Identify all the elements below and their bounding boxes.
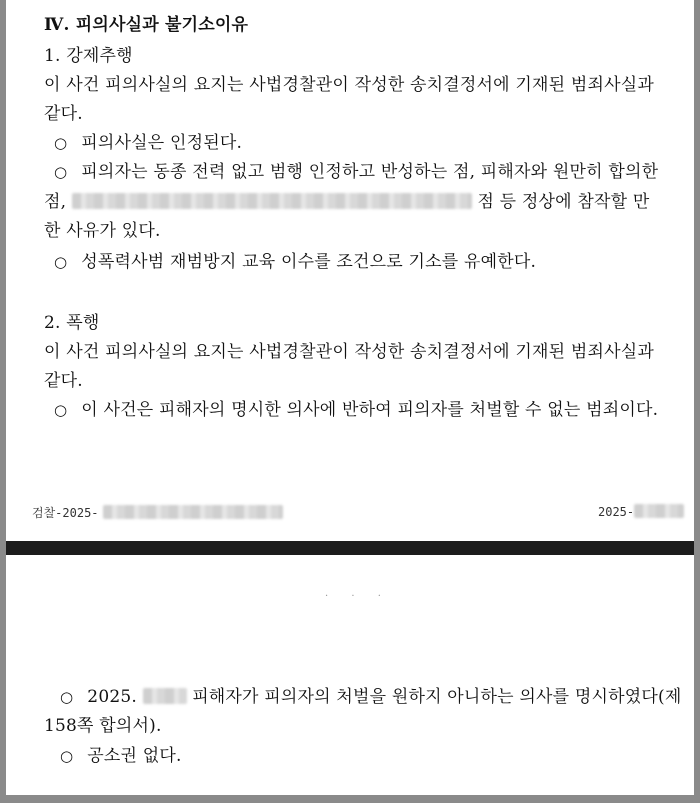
date-label: 2025- xyxy=(598,505,635,519)
bullet-circle-icon: ○ xyxy=(60,688,74,706)
item2-heading: 2. 폭행 xyxy=(44,313,100,333)
page2-bullet-1-line2: 158쪽 합의서). xyxy=(44,716,162,736)
bullet-text: 피의자는 동종 전력 없고 범행 인정하고 반성하는 점, 피해자와 원만히 합의한 xyxy=(81,162,659,182)
item1-bullet-1 xyxy=(54,132,242,154)
redacted-text xyxy=(72,193,472,209)
bullet-text: 이 사건은 피해자의 명시한 의사에 반하여 피의자를 처벌할 수 없는 범죄이다. xyxy=(81,400,659,420)
item2-summary-line1: 이 사건 피의사실의 요지는 사법경찰관이 작성한 송치결정서에 기재된 범죄사실과 xyxy=(44,342,654,362)
item1-bullet-2-line2 xyxy=(44,191,649,213)
bullet-circle-icon: ○ xyxy=(54,163,68,181)
item1-bullet-2 xyxy=(54,161,658,183)
bullet-circle-icon: ○ xyxy=(54,253,68,271)
case-number-label: 검찰-2025- xyxy=(32,506,99,520)
bullet-text-prefix: 점, xyxy=(44,192,67,212)
item1-summary-line1: 이 사건 피의사실의 요지는 사법경찰관이 작성한 송치결정서에 기재된 범죄사실과 xyxy=(44,75,654,95)
item2-bullet-1 xyxy=(54,399,658,421)
item1-heading: 1. 강제추행 xyxy=(44,46,133,66)
item1-bullet-3 xyxy=(54,251,536,273)
bullet-text: 피해자가 피의자의 처벌을 원하지 아니하는 의사를 명시하였다(제 xyxy=(192,687,682,707)
redacted-date xyxy=(143,688,187,704)
page-marker-dots: · · · xyxy=(325,591,391,602)
footer-right xyxy=(598,504,684,519)
item1-bullet-2-line3: 한 사유가 있다. xyxy=(44,221,161,241)
bullet-circle-icon: ○ xyxy=(54,401,68,419)
item1-summary-line2: 같다. xyxy=(44,104,83,124)
footer-left xyxy=(32,504,283,521)
page2-bullet-1 xyxy=(60,686,681,708)
bullet-text: 공소권 없다. xyxy=(87,746,182,766)
item2-summary-line2: 같다. xyxy=(44,371,83,391)
section-title: Ⅳ. 피의사실과 불기소이유 xyxy=(44,15,249,35)
page-separator xyxy=(6,541,694,555)
bullet-text: 성폭력사범 재범방지 교육 이수를 조건으로 기소를 유예한다. xyxy=(81,252,537,272)
redacted-date xyxy=(634,504,684,518)
bullet-circle-icon: ○ xyxy=(54,134,68,152)
bullet-text: 피의사실은 인정된다. xyxy=(81,133,243,153)
date-prefix: 2025. xyxy=(87,687,137,707)
bullet-circle-icon: ○ xyxy=(60,747,74,765)
redacted-case-number xyxy=(103,505,283,519)
bullet-text-suffix: 점 등 정상에 참작할 만 xyxy=(477,192,650,212)
page2-bullet-2 xyxy=(60,745,182,767)
